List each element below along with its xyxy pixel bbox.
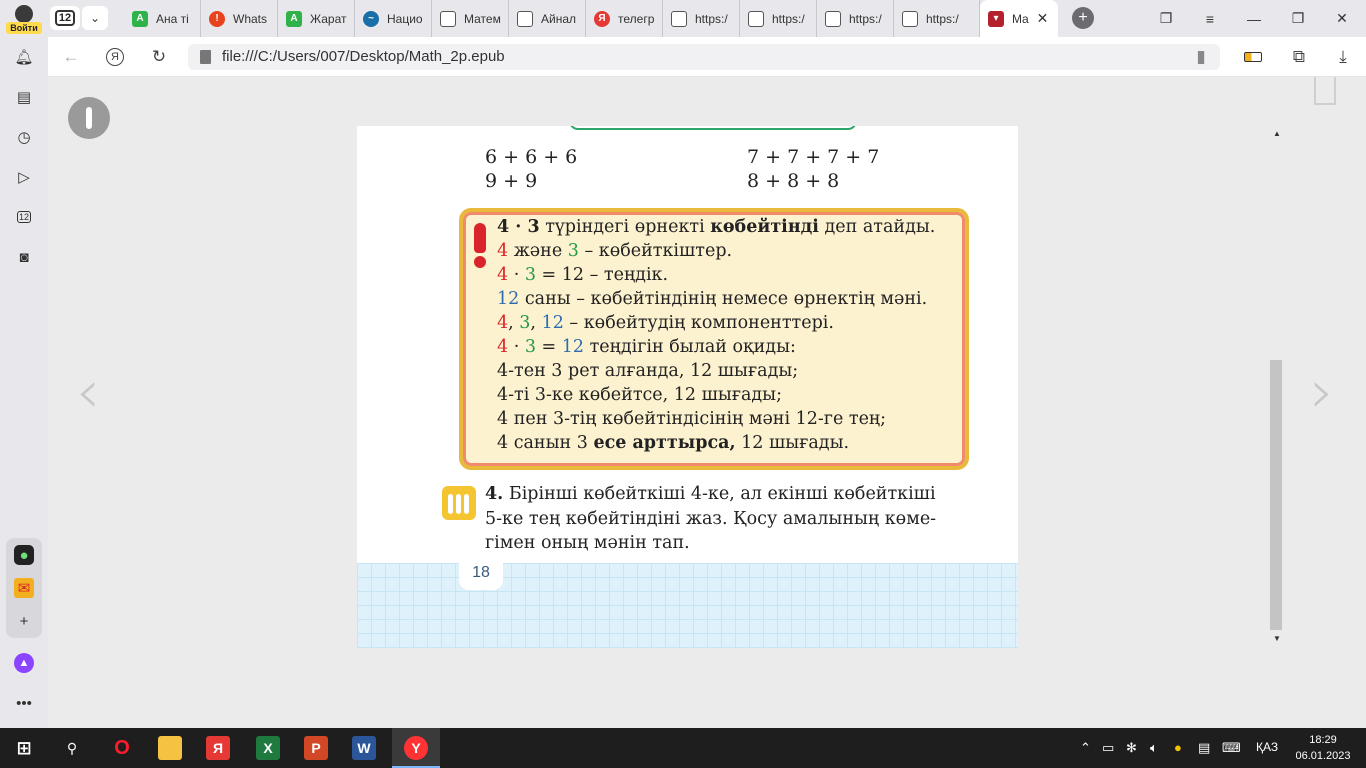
document-icon [671,11,687,27]
document-icon [902,11,918,27]
more-icon[interactable]: ••• [16,694,32,712]
tab-6[interactable] [509,0,586,37]
close-tab-icon[interactable]: ✕ [1036,10,1049,26]
yandex-browser-icon[interactable]: Y [404,736,428,760]
tab-1[interactable] [124,0,201,37]
tab-4[interactable] [355,0,432,37]
chevron-down-icon: ⌄ [89,11,101,25]
scroll-up-icon[interactable]: ▲ [1273,129,1281,138]
document-icon [517,11,533,27]
tab-list-dropdown[interactable] [82,6,108,30]
rule-line-4: 12 саны – көбейтіндінің немесе өрнектің мәні. [497,289,928,309]
system-clock[interactable] [1290,732,1356,764]
search-icon[interactable]: ⚲ [66,739,78,756]
tab-3[interactable] [278,0,355,37]
document-icon [440,11,456,27]
tab-count: 12 [55,10,75,26]
pause-icon [86,107,92,129]
powerpoint-icon[interactable]: P [304,736,328,760]
task-line-1: 4. Бірінші көбейткіші 4-ке, ал екінші көбейткіші [485,484,936,504]
collections-icon[interactable]: ❐ [1159,10,1173,26]
expression: 9 + 9 [485,170,538,192]
opera-icon[interactable]: O [114,736,130,759]
expression: 7 + 7 + 7 + 7 [747,146,880,168]
page-bookmark-icon[interactable] [1314,77,1336,105]
rule-line-10: 4 санын 3 есе арттырса, 12 шығады. [497,433,850,453]
tab-title: Ma [1012,11,1029,26]
group-work-icon [442,486,476,520]
extensions-icon[interactable]: ⧉ [1292,47,1306,66]
mail-icon[interactable]: ✉ [14,578,34,598]
tab-title: Жарат [310,11,347,26]
volume-icon[interactable]: 🔈︎ [1150,740,1158,755]
add-panel-icon[interactable]: + [19,612,29,630]
menu-icon[interactable]: ≡ [1205,10,1215,27]
keyboard-icon[interactable]: ⌨ [1222,740,1241,755]
exclamation-dot [474,256,486,268]
tab-title: https:/ [926,11,959,26]
tab-7[interactable] [586,0,663,37]
tab-counter-button[interactable] [50,6,80,30]
rule-line-9: 4 пен 3-тің көбейтіндісінің мәні 12-ге тең; [497,409,887,429]
tab-title: Айнал [541,11,577,26]
reload-button[interactable]: ↻ [151,47,167,66]
battery-saver-icon[interactable] [1242,46,1264,68]
yandex-disk-icon[interactable]: ● [1174,740,1182,755]
account-button[interactable] [0,0,48,37]
grid-footer [357,563,1018,648]
document-icon [748,11,764,27]
bell-icon[interactable]: 🔔︎ [14,49,34,66]
expression: 8 + 8 + 8 [747,170,840,192]
restore-button[interactable]: ❐ [1291,10,1305,26]
tab-2[interactable] [201,0,278,37]
tab-title: Нацио [387,11,423,26]
tab-5[interactable] [432,0,509,37]
play-icon[interactable]: ▷ [18,169,30,186]
epub-viewport [48,77,1366,728]
android-icon: A [132,11,148,27]
document-icon [825,11,841,27]
page-number: 18 [459,558,503,590]
next-page-arrow[interactable]: › [1310,357,1334,427]
screenshot-icon[interactable]: ◙ [19,248,29,266]
previous-page-arrow[interactable]: ‹ [76,357,100,427]
tab-title: https:/ [849,11,882,26]
scrollbar-thumb[interactable] [1270,360,1282,630]
tab-title: телегр [618,11,655,26]
network-icon[interactable]: ✻ [1126,740,1137,755]
history-icon[interactable]: ◷ [17,129,31,146]
bookmark-icon[interactable]: ▮ [1196,47,1206,66]
exclamation-icon [474,223,486,253]
browser-sidebar [0,37,48,728]
rule-line-6: 4 · 3 = 12 теңдігін былай оқиды: [497,337,796,357]
file-explorer-icon[interactable] [158,736,182,760]
battery-icon[interactable]: ▭ [1102,740,1115,755]
word-icon[interactable]: W [352,736,376,760]
clock-time: 18:29 [1309,734,1337,746]
rule-line-2: 4 және 3 – көбейткіштер. [497,241,733,261]
login-label[interactable]: Войти [6,22,42,34]
language-indicator[interactable]: ҚАЗ [1256,740,1279,754]
windows-taskbar [0,728,1366,768]
close-window-button[interactable]: ✕ [1336,10,1348,26]
epub-icon: ▾ [988,11,1004,27]
avatar-icon [15,5,33,23]
tab-title: https:/ [772,11,805,26]
heading-frame [569,126,857,130]
tabs-icon[interactable]: 12 [18,212,29,222]
tab-10[interactable] [817,0,894,37]
notification-icon[interactable]: ▤ [1198,740,1211,755]
rule-line-7: 4-тен 3 рет алғанда, 12 шығады; [497,361,799,381]
address-bar[interactable] [188,44,1220,70]
rule-line-3: 4 · 3 = 12 – теңдік. [497,265,669,285]
address-text: file:///C:/Users/007/Desktop/Math_2p.epub [222,48,505,65]
windows-start-icon[interactable]: ⊞ [16,737,32,758]
show-hidden-icons[interactable]: ⌃ [1080,740,1091,755]
rule-line-8: 4-ті 3-ке көбейтсе, 12 шығады; [497,385,783,405]
task-line-2: 5-ке тең көбейтіндіні жаз. Қосу амалының көме- [485,509,937,529]
reader-pause-button[interactable] [68,97,110,139]
collections-icon[interactable]: ▤ [16,89,32,106]
minimize-button[interactable]: — [1247,10,1261,27]
rule-line-5: 4, 3, 12 – көбейтудің компоненттері. [497,313,834,333]
tab-strip [0,0,1366,37]
downloads-icon[interactable]: ⤓ [1339,47,1347,66]
tab-11[interactable] [894,0,980,37]
excel-icon[interactable]: X [256,736,280,760]
tab-title: Матем [464,11,501,26]
yandex-home-icon[interactable]: Я [104,46,126,68]
alice-icon[interactable]: ▲ [14,653,34,673]
clock-date: 06.01.2023 [1295,750,1351,762]
music-icon[interactable]: ● [14,545,34,565]
back-button[interactable]: ← [62,47,80,66]
alert-icon: ! [209,11,225,27]
tab-title: https:/ [695,11,728,26]
tab-title: Ана ті [156,11,189,26]
new-tab-button[interactable]: + [1072,7,1094,29]
book-page [357,126,1018,648]
expression: 6 + 6 + 6 [485,146,578,168]
page-scrollbar[interactable] [1270,126,1284,648]
task-line-3: гімен оның мәнін тап. [485,533,690,553]
tab-title: Whats [233,11,268,26]
file-icon [200,50,211,64]
rule-line-1: 4 · 3 түріндегі өрнекті көбейтінді деп атайды. [497,217,936,237]
navigation-bar [48,37,1366,77]
tab-active[interactable] [980,0,1058,37]
scroll-down-icon[interactable]: ▼ [1273,634,1281,643]
android-icon: A [286,11,302,27]
emblem-icon: ~ [363,11,379,27]
tab-9[interactable] [740,0,817,37]
tab-8[interactable] [663,0,740,37]
yandex-icon: Я [594,11,610,27]
yandex-icon[interactable]: Я [206,736,230,760]
